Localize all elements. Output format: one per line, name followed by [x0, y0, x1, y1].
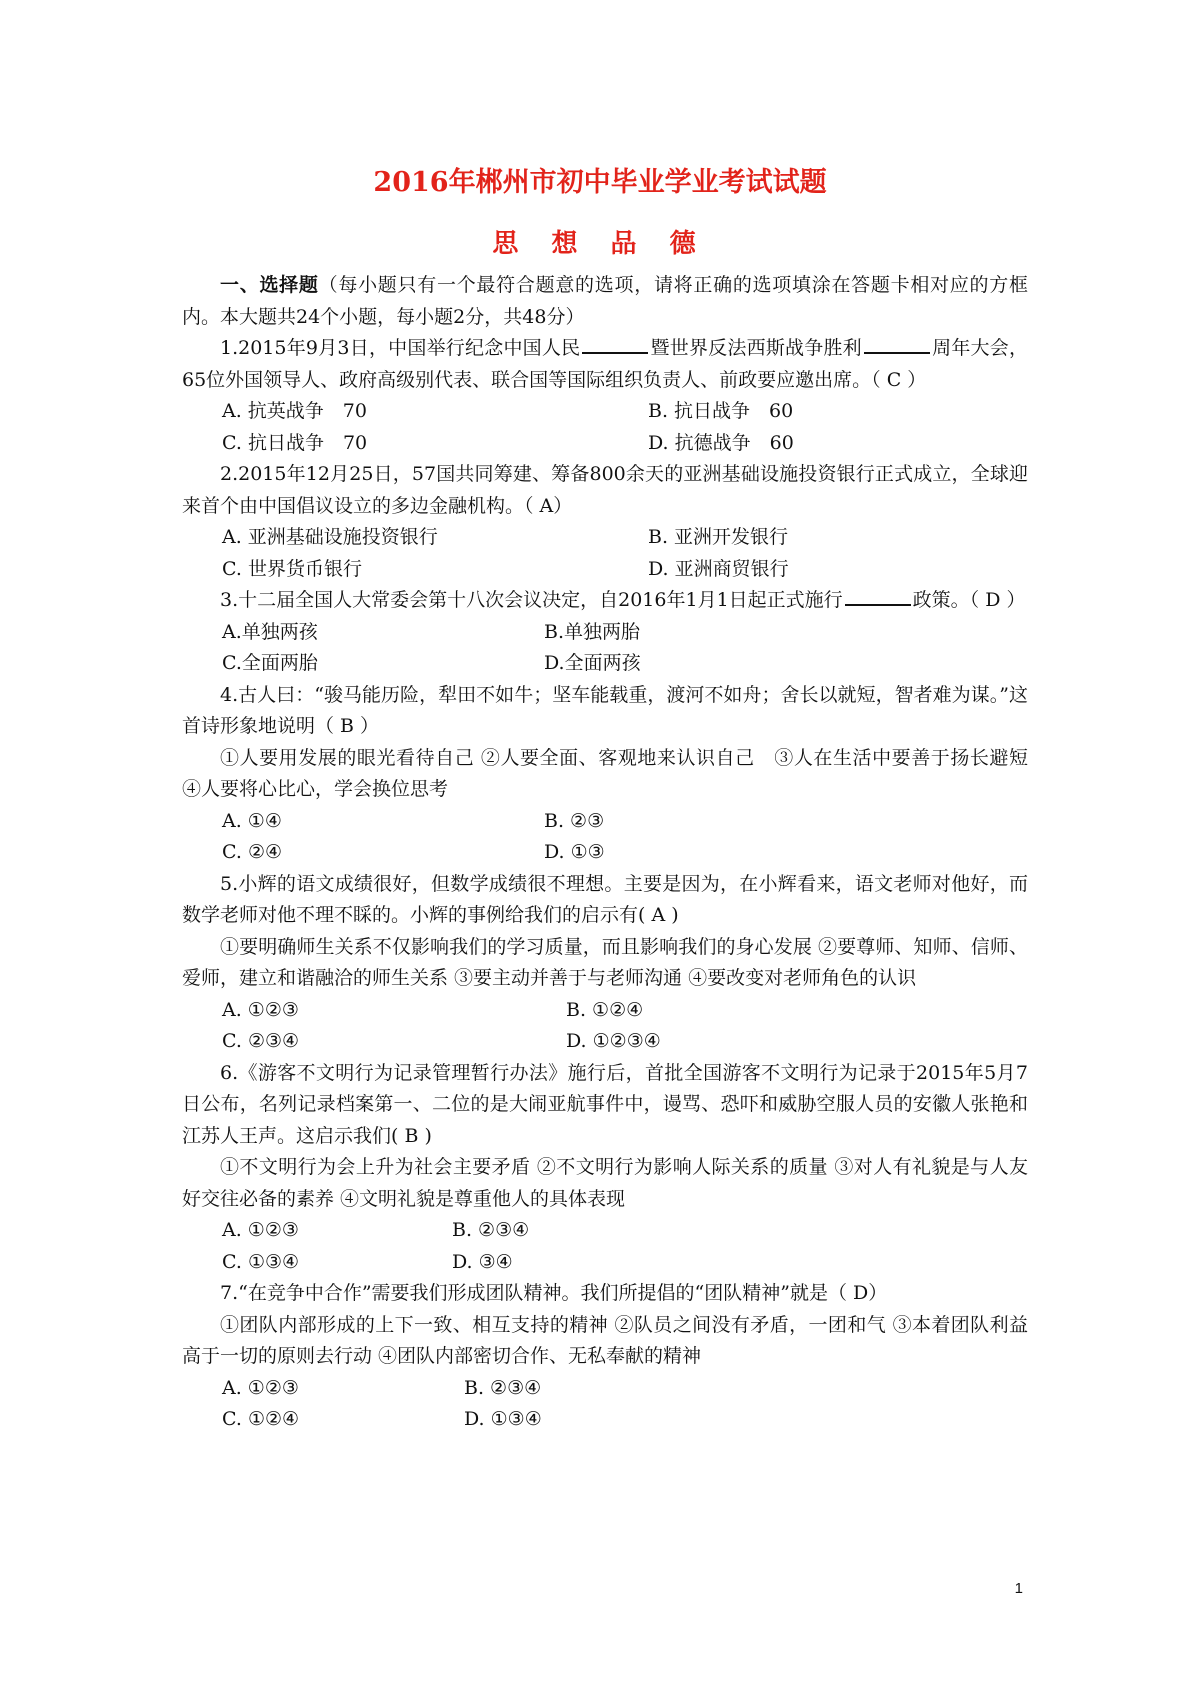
- option-b: B. ①②④: [566, 998, 644, 1021]
- option-d: D. ①②③④: [566, 1030, 661, 1052]
- answer-blank: [864, 334, 930, 354]
- q3-stem-part-b: 政策。（ D ）: [912, 589, 1026, 611]
- option-d: D. ①③: [544, 841, 605, 863]
- option-c: C. ①②④: [222, 1408, 300, 1430]
- option-b: B. ②③④: [464, 1376, 542, 1399]
- subject-title: 思 想 品 德: [492, 229, 708, 259]
- q1-stem-part-b: 暨世界反法西斯战争胜利: [650, 337, 862, 359]
- option-b: B. ②③④: [452, 1219, 530, 1241]
- q7-options-row-2: [182, 1404, 1028, 1436]
- option-d: D. ③④: [452, 1250, 513, 1273]
- option-c: C. 世界货币银行: [222, 557, 362, 580]
- option-a: A. 亚洲基础设施投资银行: [222, 526, 438, 548]
- q1-options-row-1: [182, 396, 1028, 428]
- option-a: A. 抗英战争 70: [222, 400, 367, 422]
- option-a: A. ①②③: [222, 1219, 299, 1241]
- section-instructions-text: （每小题只有一个最符合题意的选项，请将正确的选项填涂在答题卡相对应的方框内。本大题共24个小题，每小题2分，共48分）: [182, 274, 1028, 328]
- option-b: B.单独两胎: [544, 620, 641, 643]
- q3-options-row-2: [182, 648, 1028, 680]
- question-6-statements: ①不文明行为会上升为社会主要矛盾 ②不文明行为影响人际关系的质量 ③对人有礼貌是与人友好交往必备的素养 ④文明礼貌是尊重他人的具体表现: [182, 1156, 1028, 1210]
- option-d: D. 亚洲商贸银行: [648, 557, 789, 580]
- question-7-stem: 7.“在竞争中合作”需要我们形成团队精神。我们所提倡的“团队精神”就是（ D）: [220, 1282, 888, 1304]
- q5-options-row-1: [182, 995, 1028, 1027]
- option-b: B. ②③: [544, 809, 605, 832]
- option-c: C. ①③④: [222, 1250, 300, 1273]
- question-5-stem: 5.小辉的语文成绩很好，但数学成绩很不理想。主要是因为，在小辉看来，语文老师对他好，而数学老师对他不理不睬的。小辉的事例给我们的启示有( A ): [182, 872, 1028, 926]
- q7-options-row-1: [182, 1373, 1028, 1405]
- page-number: 1: [1014, 1580, 1023, 1597]
- q2-options-row-2: [182, 554, 1028, 586]
- option-a: A. ①④: [222, 809, 282, 832]
- question-section: [182, 270, 1028, 1436]
- answer-blank: [582, 334, 648, 354]
- exam-title: 2016年郴州市初中毕业学业考试试题: [373, 167, 827, 198]
- option-d: D.全面两孩: [544, 652, 641, 674]
- option-d: D. 抗德战争 60: [648, 431, 794, 454]
- section-instructions: [182, 270, 1028, 333]
- option-c: C. ②④: [222, 841, 283, 863]
- q4-options-row-1: [182, 806, 1028, 838]
- question-3-stem: [182, 585, 1028, 617]
- q6-options-row-2: [182, 1247, 1028, 1279]
- answer-blank: [845, 586, 911, 606]
- option-b: B. 抗日战争 60: [648, 400, 794, 422]
- section-heading: 一、选择题: [220, 274, 319, 296]
- question-6-stem: 6.《游客不文明行为记录管理暂行办法》施行后，首批全国游客不文明行为记录于2015年5月7日公布，名列记录档案第一、二位的是大闹亚航事件中，谩骂、恐吓和威胁空服人员的安徽人张艳和江苏人王声。这启示我们( B ): [182, 1061, 1028, 1147]
- question-4-stem: 4.古人曰：“骏马能历险，犁田不如牛；坚车能载重，渡河不如舟；舍长以就短，智者难为谋。”这首诗形象地说明（ B ）: [182, 683, 1028, 737]
- option-a: A. ①②③: [222, 998, 299, 1021]
- option-a: A.单独两孩: [222, 620, 318, 643]
- option-c: C.全面两胎: [222, 652, 318, 674]
- option-d: D. ①③④: [464, 1408, 542, 1430]
- q5-options-row-2: [182, 1026, 1028, 1058]
- q2-options-row-1: [182, 522, 1028, 554]
- option-a: A. ①②③: [222, 1376, 299, 1399]
- q1-stem-part-c: 周年大会，65位外国领导人、政府高级别代表、联合国等国际组织负责人、前政要应邀出席。（ C ）: [182, 337, 1028, 391]
- question-7-statements: ①团队内部形成的上下一致、相互支持的精神 ②队员之间没有矛盾，一团和气 ③本着团队利益高于一切的原则去行动 ④团队内部密切合作、无私奉献的精神: [182, 1313, 1028, 1367]
- option-c: C. 抗日战争 70: [222, 431, 368, 454]
- question-5-statements: ①要明确师生关系不仅影响我们的学习质量，而且影响我们的身心发展 ②要尊师、知师、信师、爱师，建立和谐融洽的师生关系 ③要主动并善于与老师沟通 ④要改变对老师角色的认识: [182, 935, 1028, 989]
- question-4-statements: ①人要用发展的眼光看待自己 ②人要全面、客观地来认识自己 ③人在生活中要善于扬长避短 ④人要将心比心，学会换位思考: [182, 746, 1028, 800]
- q3-options-row-1: [182, 617, 1028, 649]
- q4-options-row-2: [182, 837, 1028, 869]
- question-1-stem: [182, 333, 1028, 396]
- option-c: C. ②③④: [222, 1030, 300, 1052]
- question-2-stem: 2.2015年12月25日，57国共同筹建、筹备800余天的亚洲基础设施投资银行正式成立，全球迎来首个由中国倡议设立的多边金融机构。（ A）: [182, 463, 1028, 517]
- q1-options-row-2: [182, 428, 1028, 460]
- option-b: B. 亚洲开发银行: [648, 526, 789, 548]
- q1-stem-part-a: 1.2015年9月3日，中国举行纪念中国人民: [220, 337, 581, 359]
- q3-stem-part-a: 3.十二届全国人大常委会第十八次会议决定，自2016年1月1日起正式施行: [220, 589, 843, 611]
- q6-options-row-1: [182, 1215, 1028, 1247]
